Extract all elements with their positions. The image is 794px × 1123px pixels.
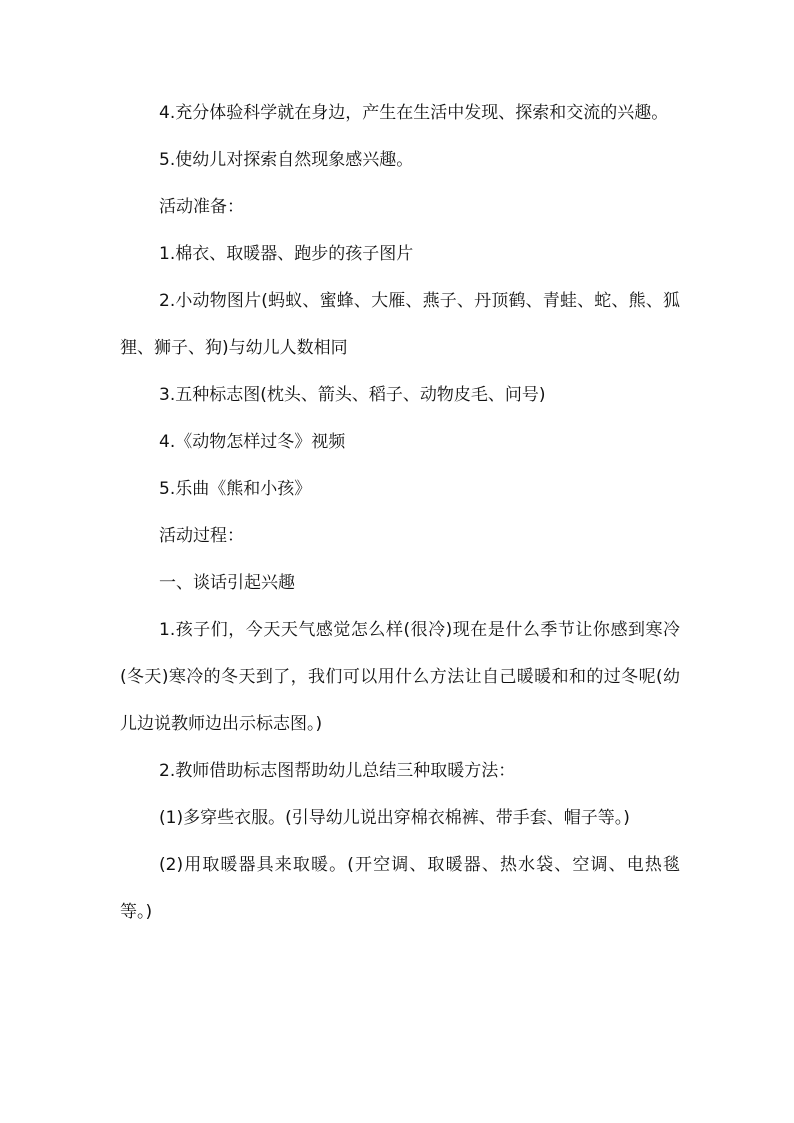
paragraph-objective-4: 4.充分体验科学就在身边，产生在生活中发现、探索和交流的兴趣。 xyxy=(159,103,669,123)
paragraph-process-1: 1.孩子们，今天天气感觉怎么样(很冷)现在是什么季节让你感到寒冷(冬天)寒冷的冬天到了，我们可以用什么方法让自己暖暖和和的过冬呢(幼儿边说教师边出示标志图。) xyxy=(120,620,680,734)
paragraph-method-2: (2)用取暖器具来取暖。(开空调、取暖器、热水袋、空调、电热毯等。) xyxy=(120,855,680,922)
heading-activity-preparation: 活动准备： xyxy=(159,197,244,217)
paragraph-objective-5: 5.使幼儿对探索自然现象感兴趣。 xyxy=(159,150,414,170)
paragraph-process-2: 2.教师借助标志图帮助幼儿总结三种取暖方法： xyxy=(159,761,516,781)
paragraph-preparation-3: 3.五种标志图(枕头、箭头、稻子、动物皮毛、问号) xyxy=(159,385,546,405)
paragraph-preparation-2: 2.小动物图片(蚂蚁、蜜蜂、大雁、燕子、丹顶鹤、青蛙、蛇、熊、狐狸、狮子、狗)与幼儿人数相同 xyxy=(120,291,680,358)
heading-activity-process: 活动过程： xyxy=(159,526,244,546)
document-body xyxy=(120,90,680,936)
paragraph-preparation-1: 1.棉衣、取暖器、跑步的孩子图片 xyxy=(159,244,414,264)
paragraph-method-1: (1)多穿些衣服。(引导幼儿说出穿棉衣棉裤、带手套、帽子等。) xyxy=(159,808,630,828)
paragraph-preparation-4: 4.《动物怎样过冬》视频 xyxy=(159,432,346,452)
heading-section-1: 一、谈话引起兴趣 xyxy=(159,573,295,593)
paragraph-preparation-5: 5.乐曲《熊和小孩》 xyxy=(159,479,312,499)
